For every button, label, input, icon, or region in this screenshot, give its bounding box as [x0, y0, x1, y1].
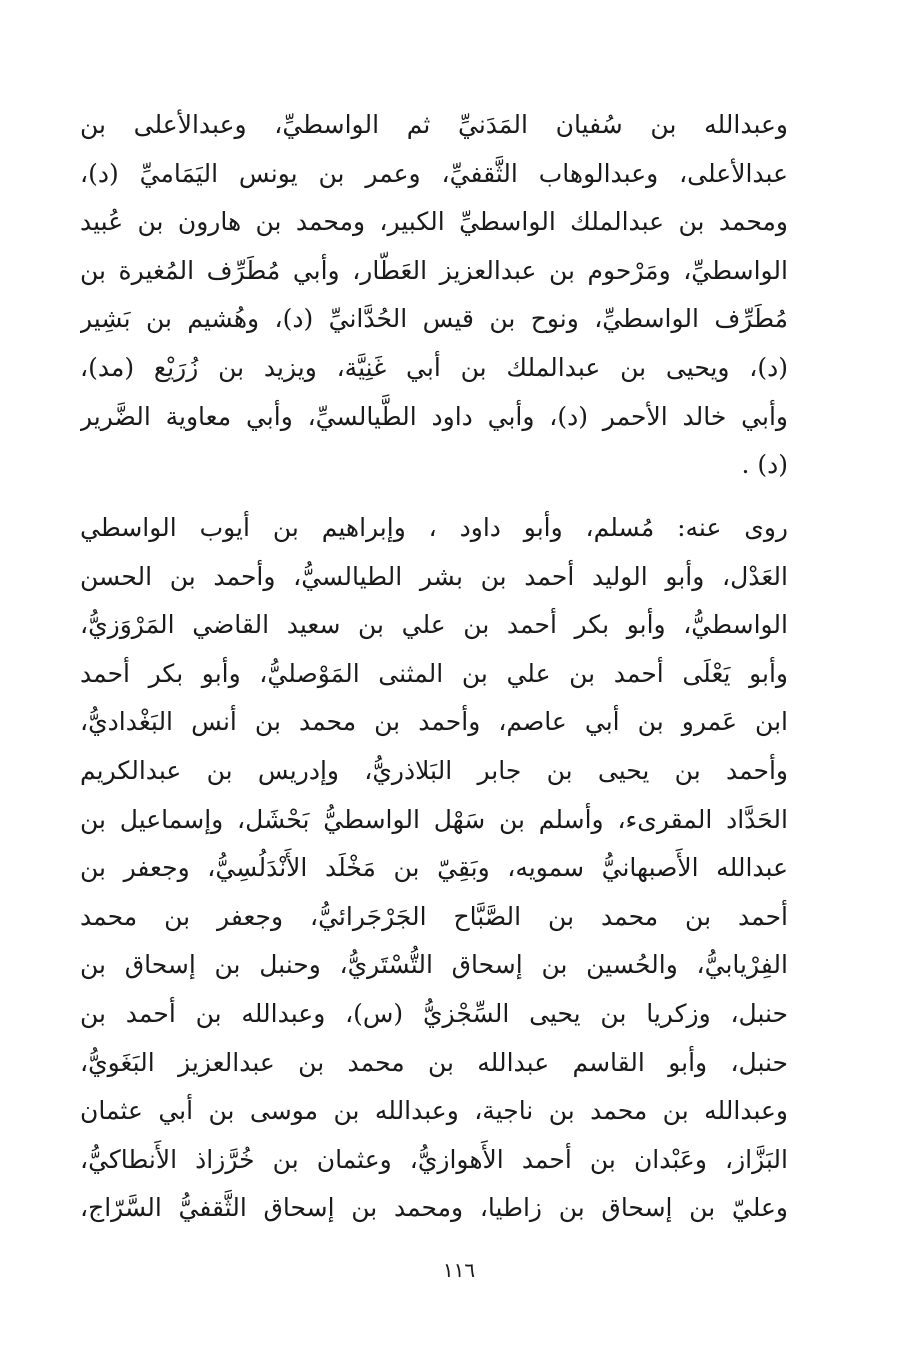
text-line: حنبل، وزكريا بن يحيى السِّجْزيُّ (س)، وعبدالله بن أحمد بن: [80, 998, 788, 1028]
page-number: ١١٦: [442, 1258, 476, 1282]
text-line: وأبو يَعْلَى أحمد بن علي بن المثنى المَوْصليُّ، وأبو بكر أحمد: [80, 658, 788, 688]
text-line: مُطَرِّف الواسطيِّ، ونوح بن قيس الحُدَّانيِّ (د)، وهُشيم بن بَشِير: [80, 304, 788, 334]
text-line: عبدالأعلى، وعبدالوهاب الثَّقفيِّ، وعمر بن يونس اليَمَاميِّ (د)،: [80, 158, 788, 188]
text-line: ابن عَمرو بن أبي عاصم، وأحمد بن محمد بن أنس البَغْداديُّ،: [80, 707, 788, 737]
text-line: الفِرْيابيُّ، والحُسين بن إسحاق التُّسْتَريُّ، وحنبل بن إسحاق بن: [80, 950, 788, 980]
text-line: وعبدالله بن سُفيان المَدَنيِّ ثم الواسطيِّ، وعبدالأعلى بن: [80, 110, 788, 139]
text-line: الواسطيُّ، وأبو بكر أحمد بن علي بن سعيد القاضي المَرْوَزيُّ،: [80, 610, 788, 640]
text-line: وأحمد بن يحيى بن جابر البَلاذريُّ، وإدريس بن عبدالكريم: [80, 755, 788, 785]
text-line: (د)، ويحيى بن عبدالملك بن أبي غَنِيَّة، ويزيد بن زُرَيْع (مد)،: [80, 352, 788, 382]
text-line: الواسطيِّ، ومَرْحوم بن عبدالعزيز العَطّار، وأبي مُطَرِّف المُغيرة بن: [80, 255, 788, 285]
text-line: أحمد بن محمد بن الصَّبَّاح الجَرْجَرائيُّ، وجعفر بن محمد: [80, 901, 788, 931]
text-line: ومحمد بن عبدالملك الواسطيِّ الكبير، ومحمد بن هارون بن عُبيد: [80, 207, 788, 237]
text-line: روى عنه: مُسلم، وأبو داود ، وإبراهيم بن أيوب الواسطي: [80, 513, 788, 542]
text-line: وأبي خالد الأحمر (د)، وأبي داود الطَّيالسيِّ، وأبي معاوية الضَّرير: [80, 401, 788, 431]
text-line: وعبدالله بن محمد بن ناجية، وعبدالله بن موسى بن أبي عثمان: [80, 1096, 788, 1126]
paragraph-teachers: [80, 101, 788, 490]
text-line: حنبل، وأبو القاسم عبدالله بن محمد بن عبدالعزيز البَغَويُّ،: [80, 1047, 788, 1077]
text-line: (د) .: [741, 450, 788, 480]
paragraph-students: [80, 504, 788, 1233]
text-line: الحَدَّاد المقرىء، وأسلم بن سَهْل الواسطيُّ بَحْشَل، وإسماعيل بن: [80, 804, 788, 834]
text-line: عبدالله الأَصبهانيُّ سمويه، وبَقِيّ بن مَخْلَد الأَنْدَلُسِيُّ، وجعفر بن: [80, 853, 788, 883]
text-line: وعليّ بن إسحاق بن زاطيا، ومحمد بن إسحاق الثَّقفيُّ السَّرّاج،: [80, 1193, 788, 1223]
text-line: العَدْل، وأبو الوليد أحمد بن بشر الطيالسيُّ، وأحمد بن الحسن: [80, 561, 788, 591]
text-line: البَزَّاز، وعَبْدان بن أحمد الأَهوازيُّ، وعثمان بن خُرَّزاذ الأَنطاكيُّ،: [80, 1144, 788, 1174]
